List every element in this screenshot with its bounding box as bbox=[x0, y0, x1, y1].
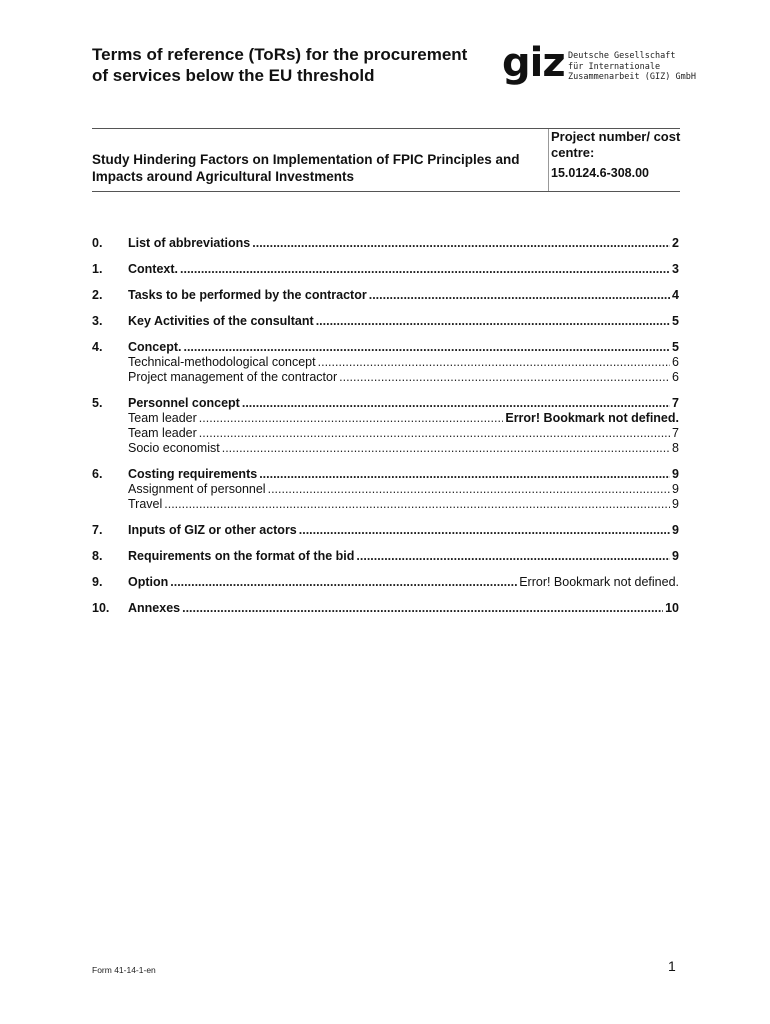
toc-leader-dots bbox=[316, 314, 670, 329]
toc-leader-dots bbox=[222, 441, 670, 456]
toc-entry-number: 4. bbox=[92, 340, 103, 354]
toc-entry[interactable] bbox=[92, 575, 679, 590]
giz-logo-mark: giz bbox=[502, 40, 565, 86]
project-number-value: 15.0124.6-308.00 bbox=[551, 166, 650, 180]
toc-group bbox=[92, 575, 679, 590]
toc-entry-page: 7 bbox=[672, 396, 679, 410]
toc-group bbox=[92, 467, 679, 512]
toc-subentry-page: 9 bbox=[672, 482, 679, 496]
toc-entry-page: 2 bbox=[672, 236, 679, 250]
toc-subentry-page: 8 bbox=[672, 441, 679, 455]
header-vertical-divider bbox=[548, 129, 549, 191]
toc-subentry-page: 9 bbox=[672, 497, 679, 511]
toc-leader-dots bbox=[182, 601, 663, 616]
toc-group bbox=[92, 262, 679, 277]
toc-subentry-label: Technical-methodological concept bbox=[128, 355, 316, 369]
toc-entry-number: 3. bbox=[92, 314, 103, 328]
toc-entry-label: Costing requirements bbox=[128, 467, 258, 481]
toc-group bbox=[92, 288, 679, 303]
table-of-contents bbox=[92, 236, 679, 627]
toc-leader-dots bbox=[242, 396, 670, 411]
toc-entry-number: 7. bbox=[92, 523, 103, 537]
toc-entry-number: 0. bbox=[92, 236, 103, 250]
toc-entry-page: 5 bbox=[672, 340, 679, 354]
form-number: Form 41-14-1-en bbox=[92, 965, 156, 975]
toc-entry-number: 1. bbox=[92, 262, 103, 276]
toc-group bbox=[92, 523, 679, 538]
toc-subentry-page: 6 bbox=[672, 355, 679, 369]
toc-entry-number: 6. bbox=[92, 467, 103, 481]
toc-leader-dots bbox=[170, 575, 517, 590]
toc-leader-dots bbox=[299, 523, 670, 538]
toc-entry-number: 10. bbox=[92, 601, 110, 615]
toc-subentry[interactable] bbox=[92, 482, 679, 497]
toc-entry[interactable] bbox=[92, 601, 679, 616]
toc-group bbox=[92, 396, 679, 456]
toc-entry-number: 5. bbox=[92, 396, 103, 410]
toc-entry-label: Annexes bbox=[128, 601, 181, 615]
header-rule-bottom bbox=[92, 191, 680, 192]
toc-entry-page: 10 bbox=[665, 601, 679, 615]
toc-entry[interactable] bbox=[92, 236, 679, 251]
toc-leader-dots bbox=[259, 467, 670, 482]
toc-subentry-label: Assignment of personnel bbox=[128, 482, 266, 496]
toc-entry[interactable] bbox=[92, 467, 679, 482]
giz-logo-text: Deutsche Gesellschaft für Internationale Zusammenarbeit (GIZ) GmbH bbox=[568, 51, 696, 82]
toc-group bbox=[92, 601, 679, 616]
toc-subentry-label: Travel bbox=[128, 497, 163, 511]
toc-entry-page: 4 bbox=[672, 288, 679, 302]
toc-entry-number: 9. bbox=[92, 575, 103, 589]
toc-leader-dots bbox=[199, 411, 504, 426]
toc-subentry-page: Error! Bookmark not defined. bbox=[505, 411, 679, 425]
toc-entry[interactable] bbox=[92, 340, 679, 355]
toc-subentry[interactable] bbox=[92, 411, 679, 426]
toc-entry-page: 9 bbox=[672, 549, 679, 563]
toc-group bbox=[92, 314, 679, 329]
toc-entry[interactable] bbox=[92, 523, 679, 538]
toc-entry-page: 9 bbox=[672, 523, 679, 537]
toc-group bbox=[92, 549, 679, 564]
toc-subentry-page: 7 bbox=[672, 426, 679, 440]
toc-entry[interactable] bbox=[92, 396, 679, 411]
toc-subentry[interactable] bbox=[92, 497, 679, 512]
toc-subentry-page: 6 bbox=[672, 370, 679, 384]
toc-entry[interactable] bbox=[92, 288, 679, 303]
toc-subentry-label: Team leader bbox=[128, 411, 197, 425]
toc-entry-page: 5 bbox=[672, 314, 679, 328]
toc-subentry[interactable] bbox=[92, 355, 679, 370]
toc-subentry[interactable] bbox=[92, 370, 679, 385]
toc-subentry-label: Project management of the contractor bbox=[128, 370, 338, 384]
toc-entry-page: 9 bbox=[672, 467, 679, 481]
toc-entry-label: Inputs of GIZ or other actors bbox=[128, 523, 297, 537]
toc-entry-label: Tasks to be performed by the contractor bbox=[128, 288, 367, 302]
toc-entry-label: List of abbreviations bbox=[128, 236, 251, 250]
toc-subentry[interactable] bbox=[92, 441, 679, 456]
toc-leader-dots bbox=[180, 262, 670, 277]
toc-subentry-label: Team leader bbox=[128, 426, 197, 440]
toc-entry[interactable] bbox=[92, 549, 679, 564]
toc-leader-dots bbox=[268, 482, 670, 497]
document-title: Terms of reference (ToRs) for the procurement of services below the EU threshold bbox=[92, 45, 468, 85]
toc-subentry[interactable] bbox=[92, 426, 679, 441]
toc-leader-dots bbox=[318, 355, 670, 370]
toc-entry-number: 2. bbox=[92, 288, 103, 302]
toc-leader-dots bbox=[252, 236, 670, 251]
toc-group bbox=[92, 236, 679, 251]
toc-entry-page: 3 bbox=[672, 262, 679, 276]
toc-entry-label: Requirements on the format of the bid bbox=[128, 549, 355, 563]
toc-leader-dots bbox=[164, 497, 670, 512]
toc-leader-dots bbox=[199, 426, 670, 441]
toc-leader-dots bbox=[339, 370, 670, 385]
toc-entry-label: Key Activities of the consultant bbox=[128, 314, 314, 328]
toc-leader-dots bbox=[356, 549, 670, 564]
toc-entry-label: Context. bbox=[128, 262, 178, 276]
toc-entry-label: Option bbox=[128, 575, 169, 589]
giz-logo bbox=[502, 40, 696, 90]
page-number: 1 bbox=[668, 958, 676, 974]
toc-group bbox=[92, 340, 679, 385]
study-title: Study Hindering Factors on Implementation of FPIC Principles and Impacts around Agricultural Investments bbox=[92, 152, 520, 184]
toc-leader-dots bbox=[183, 340, 670, 355]
toc-entry-label: Personnel concept bbox=[128, 396, 240, 410]
toc-entry-number: 8. bbox=[92, 549, 103, 563]
toc-leader-dots bbox=[369, 288, 670, 303]
project-number-label: Project number/ cost centre: bbox=[551, 129, 681, 160]
toc-entry[interactable] bbox=[92, 262, 679, 277]
toc-subentry-label: Socio economist bbox=[128, 441, 220, 455]
toc-entry-label: Concept. bbox=[128, 340, 182, 354]
toc-entry-page: Error! Bookmark not defined. bbox=[519, 575, 679, 589]
toc-entry[interactable] bbox=[92, 314, 679, 329]
